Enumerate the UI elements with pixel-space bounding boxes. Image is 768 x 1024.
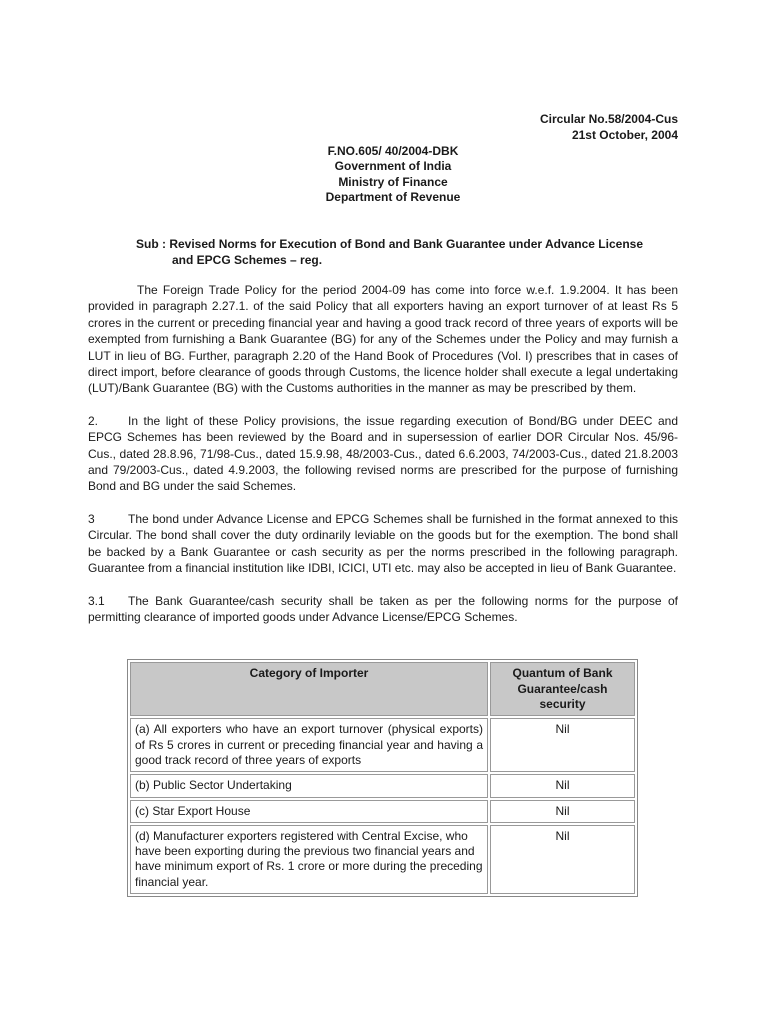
quantum-cell: Nil — [490, 800, 635, 823]
table-row — [130, 800, 635, 823]
quantum-cell: Nil — [490, 774, 635, 797]
file-number: F.NO.605/ 40/2004-DBK — [327, 144, 459, 158]
ministry: Ministry of Finance — [338, 175, 448, 189]
government: Government of India — [334, 159, 452, 173]
paragraph-text: In the light of these Policy provisions, the issue regarding execution of Bond/BG under DEEC and EPCG Schemes has been reviewed by the Board and in supersession of earlier DOR Circular Nos. 45/96-Cus., dated 28.8.96, 71/98-Cus., dated 15.9.98, 48/2003-Cus., dated 6.6.2003, 74/2003-Cus., dated 21.8.2003 and 79/2003-Cus., dated 4.9.2003, the following revised norms are prescribed for the purpose of furnishing Bond and BG under the said Schemes. — [88, 413, 678, 494]
category-cell: (c) Star Export House — [130, 800, 488, 823]
circular-date: 21st October, 2004 — [571, 128, 678, 142]
department: Department of Revenue — [325, 190, 461, 204]
category-cell: (b) Public Sector Undertaking — [130, 774, 488, 797]
paragraph-3 — [88, 511, 678, 577]
paragraph-1 — [88, 282, 678, 397]
paragraph-2 — [88, 413, 678, 495]
paragraph-number: 2. — [88, 413, 99, 428]
subject-line-1: Sub : Revised Norms for Execution of Bond and Bank Guarantee under Advance License — [136, 237, 643, 251]
document-body — [88, 282, 678, 897]
table-header-row — [130, 662, 635, 716]
quantum-cell: Nil — [490, 825, 635, 894]
paragraph-text: The Bank Guarantee/cash security shall be taken as per the following norms for the purpose of permitting clearance of imported goods under Advance License/EPCG Schemes. — [88, 593, 678, 624]
table-row — [130, 718, 635, 772]
paragraph-3-1 — [88, 593, 678, 626]
table-row — [130, 825, 635, 894]
paragraph-text: The bond under Advance License and EPCG Schemes shall be furnished in the format annexed to this Circular. The bond shall cover the duty ordinarily leviable on the goods but for the exemption. The bond shall be backed by a Bank Guarantee or cash security as per the norms prescribed in the following paragraph. Guarantee from a financial institution like IDBI, ICICI, UTI etc. may also be accepted in lieu of Bank Guarantee. — [88, 511, 678, 576]
column-header-category: Category of Importer — [130, 662, 488, 716]
category-cell: (a) All exporters who have an export turnover (physical exports) of Rs 5 crores in current or preceding financial year and having a good track record of three years of exports — [130, 718, 488, 772]
circular-number: Circular No.58/2004-Cus — [539, 112, 678, 126]
category-cell: (d) Manufacturer exporters registered with Central Excise, who have been exporting during the previous two financial years and have minimum export of Rs. 1 crore or more during the preceding financial year. — [130, 825, 488, 894]
paragraph-number: 3.1 — [88, 593, 105, 608]
quantum-cell: Nil — [490, 718, 635, 772]
column-header-quantum: Quantum of Bank Guarantee/cash security — [490, 662, 635, 716]
subject-line-2: and EPCG Schemes – reg. — [172, 253, 323, 267]
table-row — [130, 774, 635, 797]
paragraph-number: 3 — [88, 511, 95, 526]
norms-table — [127, 659, 638, 897]
paragraph-text: The Foreign Trade Policy for the period 2004-09 has come into force w.e.f. 1.9.2004. It has been provided in paragraph 2.27.1. of the said Policy that all exporters having an export turnover of at least Rs 5 crores in the current or preceding financial year and having a good track record of three years of exports will be exempted from furnishing a Bank Guarantee (BG) for any of the Schemes under the Policy and may furnish a LUT in lieu of BG. Further, paragraph 2.20 of the Hand Book of Procedures (Vol. I) prescribes that in cases of direct import, before clearance of goods through Customs, the licence holder shall execute a legal undertaking (LUT)/Bank Guarantee (BG) with the Customs authorities in the manner as may be prescribed by them. — [88, 283, 678, 396]
